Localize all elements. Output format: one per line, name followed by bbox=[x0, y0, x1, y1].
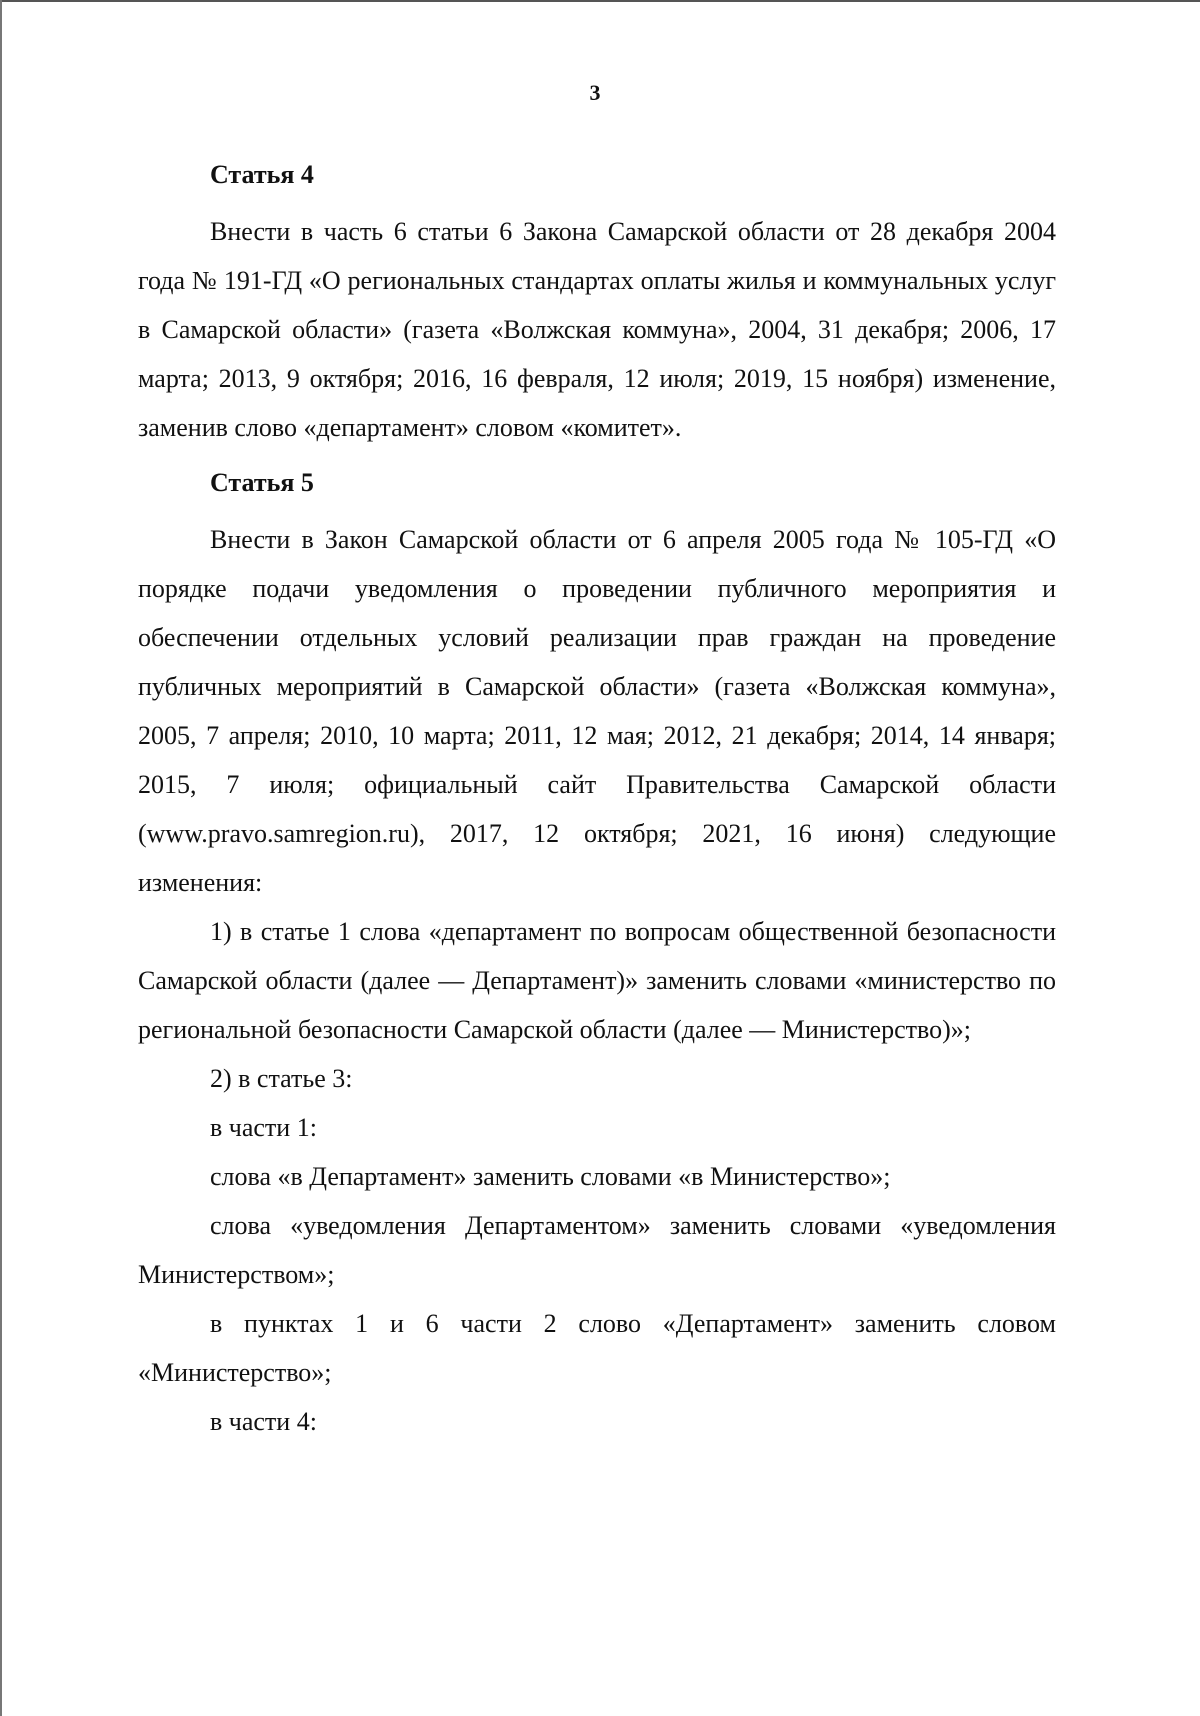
article-5-part-4: в части 4: bbox=[210, 1407, 317, 1436]
article-5-heading: Статья 5 bbox=[210, 468, 314, 497]
article-5-intro: Внести в Закон Самарской области от 6 апреля 2005 года № 105-ГД «О порядке подачи уведомления о проведении публичного мероприятия и обеспечении отдельных условий реализации прав граждан на проведение публичных мероприятий в Самарской области» (газета «Волжская коммуна», 2005, 7 апреля; 2010, 10 марта; 2011, 12 мая; 2012, 21 декабря; 2014, 14 января; 2015, 7 июля; официальный сайт Правительства Самарской области (www.pravo.samregion.ru), 2017, 12 октября; 2021, 16 июня) следующие изменения: bbox=[138, 525, 1056, 897]
article-5-change-2: слова «уведомления Департаментом» заменить словами «уведомления Министерством»; bbox=[138, 1211, 1056, 1289]
scan-edge-left bbox=[0, 0, 2, 1716]
article-4-heading: Статья 4 bbox=[210, 160, 314, 189]
article-5-change-1: слова «в Департамент» заменить словами «в Министерство»; bbox=[210, 1162, 891, 1191]
document-body bbox=[138, 150, 1056, 1446]
article-5-part-1: в части 1: bbox=[210, 1113, 317, 1142]
article-5-item-2: 2) в статье 3: bbox=[210, 1064, 353, 1093]
article-5-item-1: 1) в статье 1 слова «департамент по вопросам общественной безопасности Самарской области (далее — Департамент)» заменить словами «министерство по региональной безопасности Самарской области (далее — Министерство)»; bbox=[138, 917, 1056, 1044]
page-number: 3 bbox=[589, 80, 601, 105]
article-5-change-3: в пунктах 1 и 6 части 2 слово «Департамент» заменить словом «Министерство»; bbox=[138, 1309, 1056, 1387]
article-4-text: Внести в часть 6 статьи 6 Закона Самарской области от 28 декабря 2004 года № 191-ГД «О региональных стандартах оплаты жилья и коммунальных услуг в Самарской области» (газета «Волжская коммуна», 2004, 31 декабря; 2006, 17 марта; 2013, 9 октября; 2016, 16 февраля, 12 июля; 2019, 15 ноября) изменение, заменив слово «департамент» словом «комитет». bbox=[138, 217, 1056, 442]
scan-edge-top bbox=[0, 0, 1200, 2]
